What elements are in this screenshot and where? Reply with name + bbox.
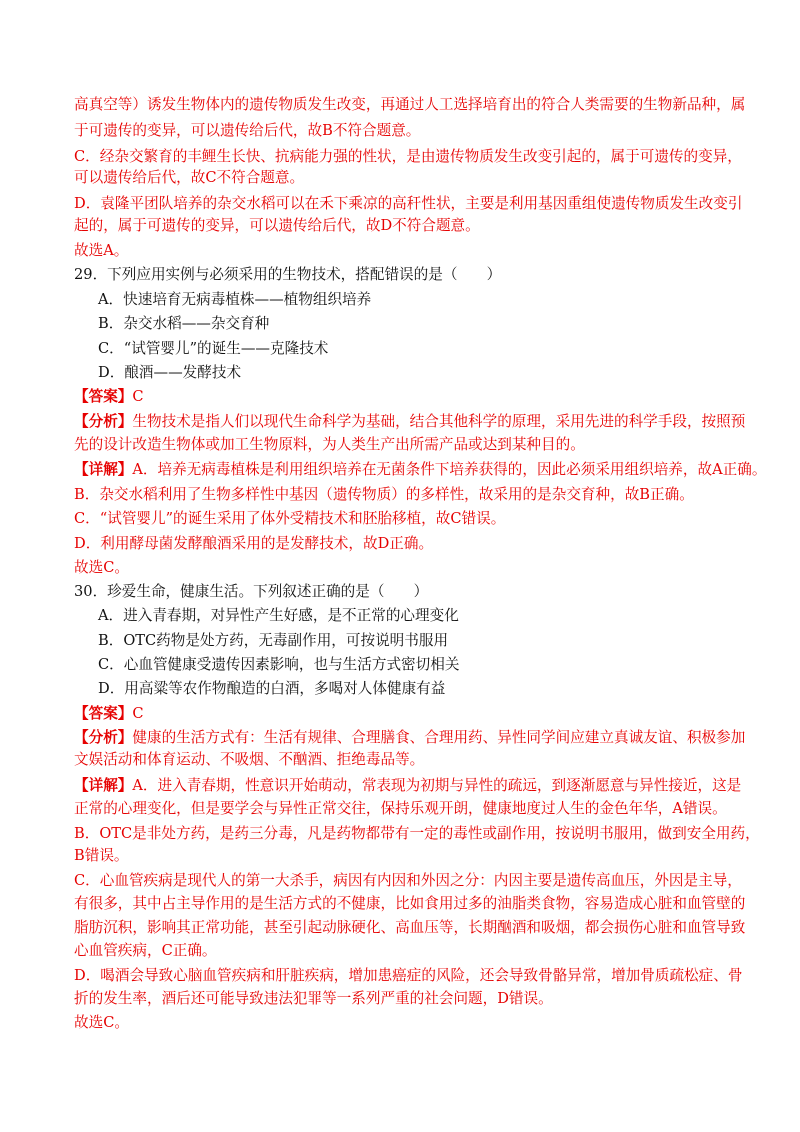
question-29-option-b: B．杂交水稻——杂交育种 bbox=[98, 315, 270, 332]
analysis-text: 生物技术是指人们以现代生命科学为基础，结合其他科学的原理，采用先进的科学手段，按照预 bbox=[132, 413, 746, 430]
question-30-option-d: D．用高粱等农作物酿造的白酒，多喝对人体健康有益 bbox=[98, 680, 446, 697]
prev-analysis-line: 可以遗传给后代，故C不符合题意。 bbox=[74, 169, 305, 186]
question-30-detail-d: D．喝酒会导致心脑血管疾病和肝脏疾病，增加患癌症的风险，还会导致骨骼异常，增加骨质疏松症、骨 bbox=[74, 967, 743, 984]
question-29-option-d: D．酿酒——发酵技术 bbox=[98, 364, 242, 381]
question-29-title: 29．下列应用实例与必须采用的生物技术，搭配错误的是（ ） bbox=[74, 266, 502, 283]
analysis-tag: 【分析】 bbox=[74, 413, 133, 430]
prev-analysis-line: 起的，属于可遗传的变异，可以遗传给后代，故D不符合题意。 bbox=[74, 217, 480, 234]
prev-analysis-line: 高真空等）诱发生物体内的遗传物质发生改变，再通过人工选择培育出的符合人类需要的生物新品种，属 bbox=[74, 96, 746, 113]
question-30-option-c: C．心血管健康受遗传因素影响，也与生活方式密切相关 bbox=[98, 656, 460, 673]
question-30-option-a: A．进入青春期，对异性产生好感，是不正常的心理变化 bbox=[98, 607, 459, 624]
question-29-analysis-cont: 先的设计改造生物体或加工生物原料，为人类生产出所需产品或达到某种目的。 bbox=[74, 436, 585, 453]
question-29-detail-b: B．杂交水稻利用了生物多样性中基因（遗传物质）的多样性，故采用的是杂交育种，故B正确。 bbox=[74, 486, 694, 503]
prev-analysis-line: 于可遗传的变异，可以遗传给后代，故B不符合题意。 bbox=[74, 122, 421, 139]
detail-text: A．进入青春期，性意识开始萌动，常表现为初期与异性的疏远，到逐渐愿意与异性接近，这是 bbox=[132, 777, 742, 794]
answer-tag: 【答案】 bbox=[74, 705, 133, 722]
question-30-analysis-cont: 文娱活动和体育运动、不吸烟、不酗酒、拒绝毒品等。 bbox=[74, 751, 425, 768]
question-29-option-a: A．快速培育无病毒植株——植物组织培养 bbox=[98, 291, 372, 308]
question-30-detail-b-cont: B错误。 bbox=[74, 847, 129, 864]
question-29-option-c: C．“试管婴儿”的诞生——克隆技术 bbox=[98, 340, 329, 357]
question-30-conclusion: 故选C。 bbox=[74, 1014, 129, 1031]
prev-conclusion: 故选A。 bbox=[74, 242, 129, 259]
question-30-title: 30．珍爱生命，健康生活。下列叙述正确的是（ ） bbox=[74, 583, 429, 600]
question-30-detail-cont: 正常的心理变化，但是要学会与异性正常交往，保持乐观开朗，健康地度过人生的金色年华，A错误。 bbox=[74, 800, 727, 817]
question-30-option-b: B．OTC药物是处方药，无毒副作用，可按说明书服用 bbox=[98, 632, 449, 649]
analysis-text: 健康的生活方式有：生活有规律、合理膳食、合理用药、异性同学间应建立真诚友谊、积极参加 bbox=[132, 729, 746, 746]
prev-analysis-line: D．袁隆平团队培养的杂交水稻可以在禾下乘凉的高秆性状，主要是利用基因重组使遗传物质发生改变引 bbox=[74, 195, 743, 212]
detail-tag: 【详解】 bbox=[74, 777, 133, 794]
prev-analysis-line: C．经杂交繁育的丰鲤生长快、抗病能力强的性状，是由遗传物质发生改变引起的，属于可遗传的变异， bbox=[74, 148, 742, 165]
question-29-conclusion: 故选C。 bbox=[74, 559, 129, 576]
answer-value: C bbox=[132, 705, 144, 722]
answer-value: C bbox=[132, 388, 144, 405]
question-29-answer bbox=[74, 386, 734, 408]
question-29-detail bbox=[74, 459, 767, 481]
detail-text: A．培养无病毒植株是利用组织培养在无菌条件下培养获得的，因此必须采用组织培养，故A正确。 bbox=[132, 461, 767, 478]
question-30-detail-d-cont: 折的发生率，酒后还可能导致违法犯罪等一系列严重的社会问题，D错误。 bbox=[74, 990, 553, 1007]
question-29-detail-c: C．“试管婴儿”的诞生采用了体外受精技术和胚胎移植，故C错误。 bbox=[74, 510, 506, 527]
analysis-tag: 【分析】 bbox=[74, 729, 133, 746]
question-29-analysis bbox=[74, 411, 746, 433]
question-30-detail-c-cont: 脂肪沉积，影响其正常功能，甚至引起动脉硬化、高血压等，长期酗酒和吸烟，都会损伤心脏和血管导致 bbox=[74, 919, 746, 936]
question-30-detail-b: B．OTC是非处方药，是药三分毒，凡是药物都带有一定的毒性或副作用，按说明书服用，做到安全用药， bbox=[74, 825, 760, 842]
question-30-detail-c-cont: 有很多，其中占主导作用的是生活方式的不健康，比如食用过多的油脂类食物，容易造成心脏和血管壁的 bbox=[74, 895, 746, 912]
question-30-analysis bbox=[74, 727, 746, 749]
answer-tag: 【答案】 bbox=[74, 388, 133, 405]
question-30-detail-c: C．心血管疾病是现代人的第一大杀手，病因有内因和外因之分：内因主要是遗传高血压，外因是主导， bbox=[74, 872, 742, 889]
detail-tag: 【详解】 bbox=[74, 461, 133, 478]
question-29-detail-d: D．利用酵母菌发酵酿酒采用的是发酵技术，故D正确。 bbox=[74, 535, 434, 552]
question-30-answer bbox=[74, 703, 734, 725]
question-30-detail-c-end: 心血管疾病，C正确。 bbox=[74, 942, 217, 959]
question-30-detail bbox=[74, 775, 742, 797]
